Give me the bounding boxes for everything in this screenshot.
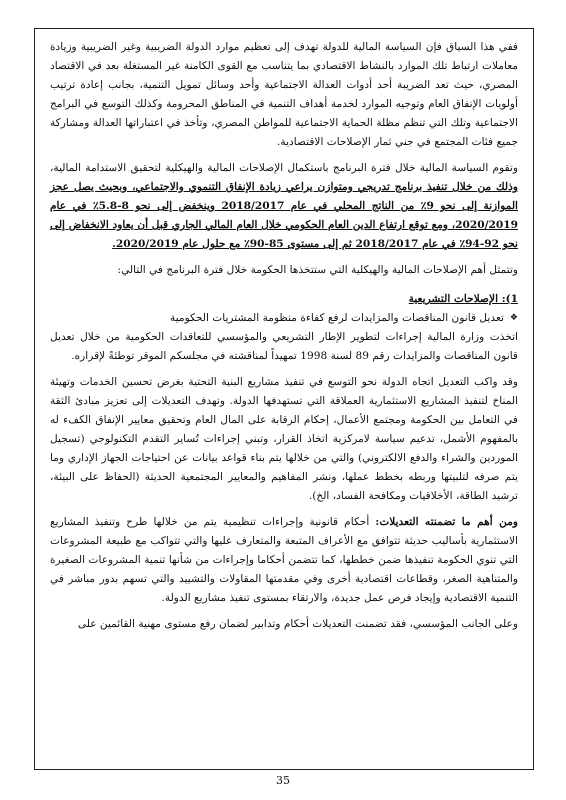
paragraph-ministry-actions: اتخذت وزارة المالية إجراءات لتطوير الإطار التشريعي والمؤسسي للتعاقدات الحكومية من خلال تعديل قانون المناقصات والمزايدات رقم 89 لسنة 1998 تمهيداً لمناقشته في مجلسكم الموقر توطئةً لإقراره. xyxy=(50,331,518,362)
paragraph-fiscal-program-intro: وتقوم السياسة المالية خلال فترة البرنامج باستكمال الإصلاحات المالية والهيكلية لتحقيق الاستدامة المالية، xyxy=(50,162,518,174)
paragraph-amendment-contents xyxy=(50,513,518,608)
diamond-icon: ❖ xyxy=(509,313,518,323)
paragraph-amendment-goals: وقد واكب التعديل اتجاه الدولة نحو التوسع في تنفيذ مشاريع البنية التحتية بغرض تحسين الخدمات وتهيئة المناخ لتنفيذ المشاريع الاستثمارية العملاقة التي تستهدفها الدولة. وتهدف التعديلات إلى تعزيز مبادئ الثقة في التعامل بين الحكومة ومجتمع الأعمال، إحكام الرقابة على المال العام وتحقيق معايير الإنفاق الكفء له بالمفهوم الأشمل، تدعيم سياسة لامركزية اتخاذ القرار، وتبني إجراءات تُساير التقدم التكنولوجي (تسجيل الموردين والشراء والدفع الالكتروني) والتي من خلالها يتم بناء قواعد بيانات عن احتياجات الجهاز الإداري وما يتم صرفه لتلبيتها وربطه بخطط عملها، ونشر المفاهيم والمعايير المجتمعية الحديثة (الحفاظ على البيئة، ترشيد الطاقة، الأخلاقيات ومكافحة الفساد، الخ). xyxy=(50,376,518,502)
paragraph-institutional-side: وعلى الجانب المؤسسي، فقد تضمنت التعديلات أحكام وتدابير لضمان رفع مستوى مهنية القائمين على xyxy=(77,618,518,630)
amendment-contents-body: أحكام قانونية وإجراءات تنظيمية يتم من خلالها طرح وتنفيذ المشاريع الاستثمارية بأساليب حديثة تتوافق مع الأعراف المتبعة والمتعارف عليها والتي تتواكب مع طبيعة المشروعات التي تنوي الحكومة تنفيذها ضمن خططها، كما تتضمن أحكاما وإجراءات من شأنها تنمية المشروعات الصغيرة والمتناهية الصغر، وقطاعات اقتصادية أخرى وفي مقدمتها المقاولات والتشييد والتي تسهم بدور مباشر في التنمية الاقتصادية وإيجاد فرص عمل جديدة، والارتقاء بمستوى تنفيذ مشاريع الدولة. xyxy=(50,516,518,604)
section-heading-legislative-reforms: 1): الإصلاحات التشريعية xyxy=(408,293,518,305)
paragraph-reforms-intro: وتتمثل أهم الإصلاحات المالية والهيكلية التي ستتخذها الحكومة خلال فترة البرنامج في التالي: xyxy=(117,264,518,276)
paragraph-fiscal-targets: وذلك من خلال تنفيذ برنامج تدريجي ومتوازن يراعي زيادة الإنفاق التنموي والاجتماعي، وبحيث يصل عجز الموازنة إلى نحو 9٪ من الناتج المحلي في عام 2018/2017 وينخفض إلى نحو 8-5.8٪ في عام 2020/2019، ومع توقع ارتفاع الدين العام الحكومي خلال العام المالي الجاري قبل أن يعاود الانخفاض إلى نحو 92-94٪ في عام 2018/2017 ثم إلى مستوى 85-90٪ مع حلول عام 2020/2019. xyxy=(50,181,519,250)
subheading-procurement-law-text: تعديل قانون المناقصات والمزايدات لرفع كفاءة منظومة المشتريات الحكومية xyxy=(170,312,504,324)
page-number: 35 xyxy=(276,774,290,787)
amendment-contents-lead: ومن أهم ما تضمنته التعديلات: xyxy=(375,516,518,528)
paragraph-fiscal-policy-context: ففي هذا السياق فإن السياسة المالية للدولة تهدف إلى تعظيم موارد الدولة الضريبية وغير الضريبية وزيادة معاملات ارتباط تلك الموارد بالنشاط الاقتصادي بما يتناسب مع القوى الكامنة غير المستغلة بعد في الاقتصاد المصري، حيث تعد الضريبة أحد أدوات العدالة الاجتماعية وأحد وسائل تمويل التنمية، بجانب إعادة ترتيب أولويات الإنفاق العام وتوجيه الموارد لخدمة أهداف التنمية في المناطق المحرومة وكذلك التوسع في البرامج الاجتماعية وتلك التي تنظم مظلة الحماية الاجتماعية للمواطن المصري، وتأخذ في اعتباراتها العدالة ومشاركة جميع فئات المجتمع في جني ثمار الإصلاحات الاقتصادية. xyxy=(50,41,518,148)
subheading-procurement-law xyxy=(50,309,518,328)
page-content xyxy=(50,38,518,638)
paragraph-fiscal-program xyxy=(50,159,518,254)
